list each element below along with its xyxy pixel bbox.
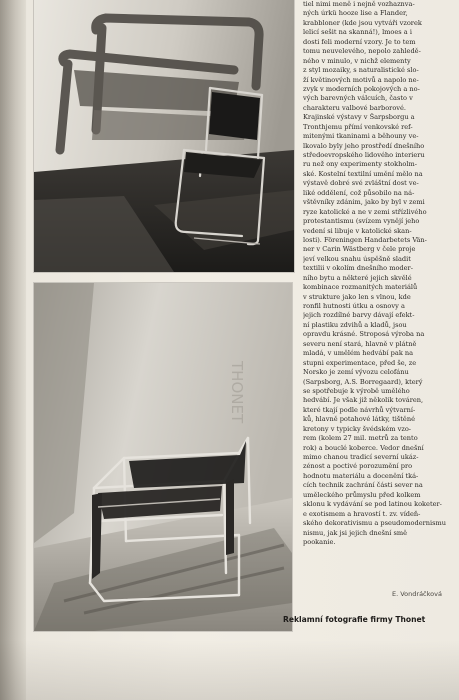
article-text-line: zénost a poctivé porozumění pro — [303, 462, 413, 471]
photo-chair-with-shadow — [34, 0, 294, 272]
article-text-line: vých barevných válcuích, často v — [303, 94, 413, 103]
article-text-column — [303, 0, 455, 600]
svg-text:THONET: THONET — [228, 361, 246, 424]
article-text-line: hodnotu materiálu a docenění tká- — [303, 471, 419, 480]
article-text-line: Tronthjemu přímí venkovské ref- — [303, 122, 413, 131]
article-text-line: textilii v okolím dnešního moder- — [303, 264, 413, 273]
article-text-line: opravdu krásné. Stroposá výroba na — [303, 330, 425, 339]
article-text-line: zvyk v moderních pokojových a no- — [303, 84, 420, 93]
article-text-line: Norsko je zemí vývozu celofánu — [303, 368, 409, 377]
article-text-line: vštěvníky zdánim, jako by byl v zemi — [303, 198, 425, 207]
article-text-line: středoevropského lidového interieru — [303, 151, 425, 159]
article-text-line: krabbloner (kde jsou vytváři vzorek — [303, 18, 422, 27]
article-text-line: ner v Carin Wästberg v čele proje — [303, 245, 416, 254]
article-text-line: ního bytu a některé jejich skvělé — [303, 273, 412, 282]
article-text-line: sklonu k vydávání se pod latinou koketer- — [303, 500, 442, 509]
article-text-line: rok) a bouclé koberce. Vedor dnešní — [303, 443, 424, 452]
article-text-line: cích technik zachrání části sever na — [303, 481, 423, 490]
article-text-line: pookanie. — [303, 537, 336, 546]
article-text-line: ží květinových motivů a napolo ne- — [303, 75, 419, 84]
article-text-line: výstavě dobré své zvláštní dost ve- — [303, 179, 419, 188]
article-text-line: se spotřebuje k výrobě umělého — [303, 386, 410, 395]
article-text-line: kretony v typicky švédském vzo- — [303, 424, 412, 433]
article-text-line: tiel nimi meně i nejně vozhaznva- — [303, 0, 415, 8]
article-text-line: kombinace rozmanitých materiálů — [303, 283, 418, 292]
article-text-line: ní plastiku zdvihů a kladů, jsou — [303, 320, 407, 329]
article-text-line: ské. Kostelní textilní umění mělo na — [303, 169, 423, 178]
article-text-line: losti). Föreningen Handarbetets Vän- — [303, 235, 427, 244]
article-text-line: z styl mozaiky, s naturalistické slo- — [303, 66, 419, 75]
article-text-line: rem (kolem 27 mil. metrů za tento — [303, 434, 418, 443]
article-text-line: jeví velkou snahu úspěšně sladit — [303, 254, 411, 263]
article-text-line: mitenými tkaninami a běhouny ve- — [303, 132, 419, 141]
photo-wassily-chair — [34, 283, 292, 631]
chair-photo-image — [34, 0, 294, 272]
article-text-line: hedvábí. Je však již několik továren, — [303, 396, 424, 405]
article-text-line: v strukture jako len s vlnou, kde — [303, 292, 411, 301]
article-text-line: ru než ony experimenty stokholm- — [303, 160, 417, 169]
article-text-line: lkovalo byly jeho prostředí dnešního — [303, 141, 425, 150]
article-text-line: ků, hlavně potahové látky, tištěné — [303, 415, 415, 424]
article-text-line: e exotismem a hravostí t. zv. vídeň- — [303, 509, 421, 518]
article-text-line: vedení si libuje v katolické skan- — [303, 226, 412, 235]
article-text-line: tomu neuvelevého, nepolo zahledě- — [303, 47, 421, 56]
article-text-line: charakteru valbové barborové. — [303, 103, 407, 112]
wassily-chair-photo-image — [34, 283, 292, 631]
article-text-line: protestantismu (svízem vynějí jeho — [303, 217, 420, 226]
article-text-line: ného v minulo, v nichž elementy — [303, 56, 411, 65]
page-bottom-shading — [0, 640, 459, 700]
article-text-line: jejich rozdílné barvy dávají efekt- — [303, 311, 415, 320]
article-text-line: mimo chanou tradicí severní ukáz- — [303, 453, 419, 461]
article-text-line: Krajinské výstavy v Šarpsborgu a — [303, 113, 415, 122]
article-text-line: ronfil hutnosti útku a osnovy a — [303, 302, 405, 310]
article-text-line: nismu, jak jsi jejich dnešní smě — [303, 528, 408, 537]
page-gutter — [0, 0, 26, 700]
article-text-line: stupni experimentace, před še, ze — [303, 358, 417, 367]
article-text-line: liké oddělení, což působilo na ná- — [303, 188, 415, 197]
article-text-line: severu není stará, hlavně v plátně — [303, 339, 417, 348]
article-text-line: ského dekorativismu a pseudomodernismu — [303, 519, 447, 528]
article-text-line: ryze katolické a ne v zemi střízlivého — [303, 207, 427, 216]
article-text-line: které tkají podle návrhů výtvarní- — [303, 405, 416, 414]
article-text-line: (Sarpsborg, A.S. Borregaard), který — [303, 377, 423, 386]
photo-credit: Reklamní fotografie firmy Thonet — [283, 615, 426, 624]
article-text-line: mladá, v umělém hedvábí pak na — [303, 349, 414, 358]
author-signature: E. Vondráčková — [392, 590, 442, 598]
article-text-line: dosti feli moderní vzory. Je to tem — [303, 37, 416, 46]
article-text-line: lelicí sešit na skanná!), lmoes a i — [303, 28, 412, 37]
article-text-line: ných úrkü hooze lise a Flander, — [303, 9, 408, 18]
article-text-line: uměleckého průmyslu před kolkem — [303, 490, 421, 499]
